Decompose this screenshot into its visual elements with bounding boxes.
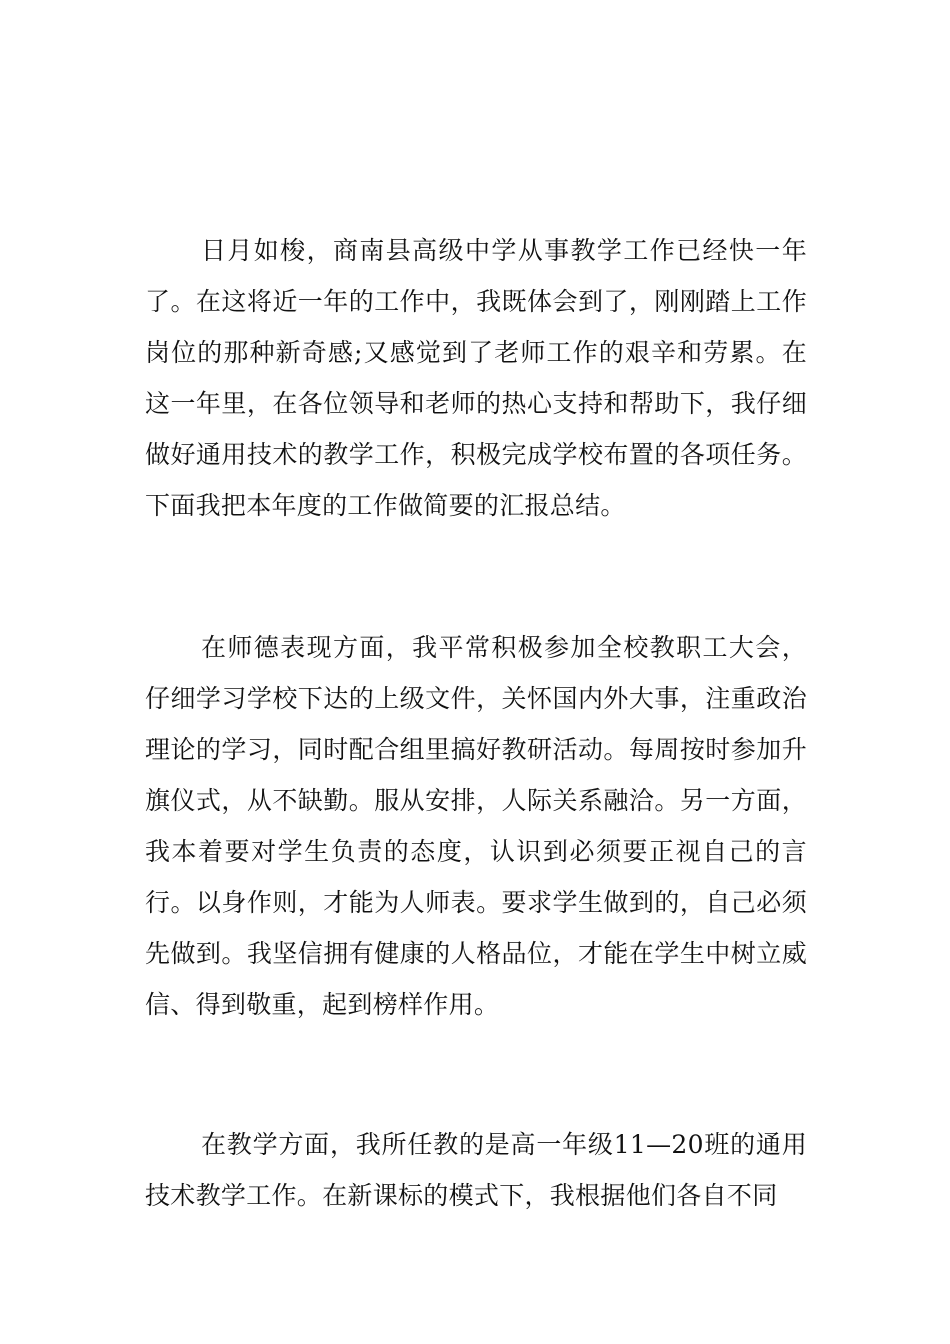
paragraph-intro: 日月如梭，商南县高级中学从事教学工作已经快一年了。在这将近一年的工作中，我既体会到了，刚刚踏上工作岗位的那种新奇感;又感觉到了老师工作的艰辛和劳累。在这一年里，在各位领导和老师的热心支持和帮助下，我仔细做好通用技术的教学工作，积极完成学校布置的各项任务。下面我把本年度的工作做简要的汇报总结。	[145, 236, 807, 520]
paragraph-ethics: 在师德表现方面，我平常积极参加全校教职工大会，仔细学习学校下达的上级文件，关怀国内外大事，注重政治理论的学习，同时配合组里搞好教研活动。每周按时参加升旗仪式，从不缺勤。服从安排，人际关系融洽。另一方面，我本着要对学生负责的态度，认识到必须要正视自己的言行。以身作则，才能为人师表。要求学生做到的，自己必须先做到。我坚信拥有健康的人格品位，才能在学生中树立威信、得到敬重，起到榜样作用。	[145, 633, 807, 1019]
paragraph-teaching: 在教学方面，我所任教的是高一年级11—20班的通用技术教学工作。在新课标的模式下，我根据他们各自不同	[145, 1130, 807, 1210]
